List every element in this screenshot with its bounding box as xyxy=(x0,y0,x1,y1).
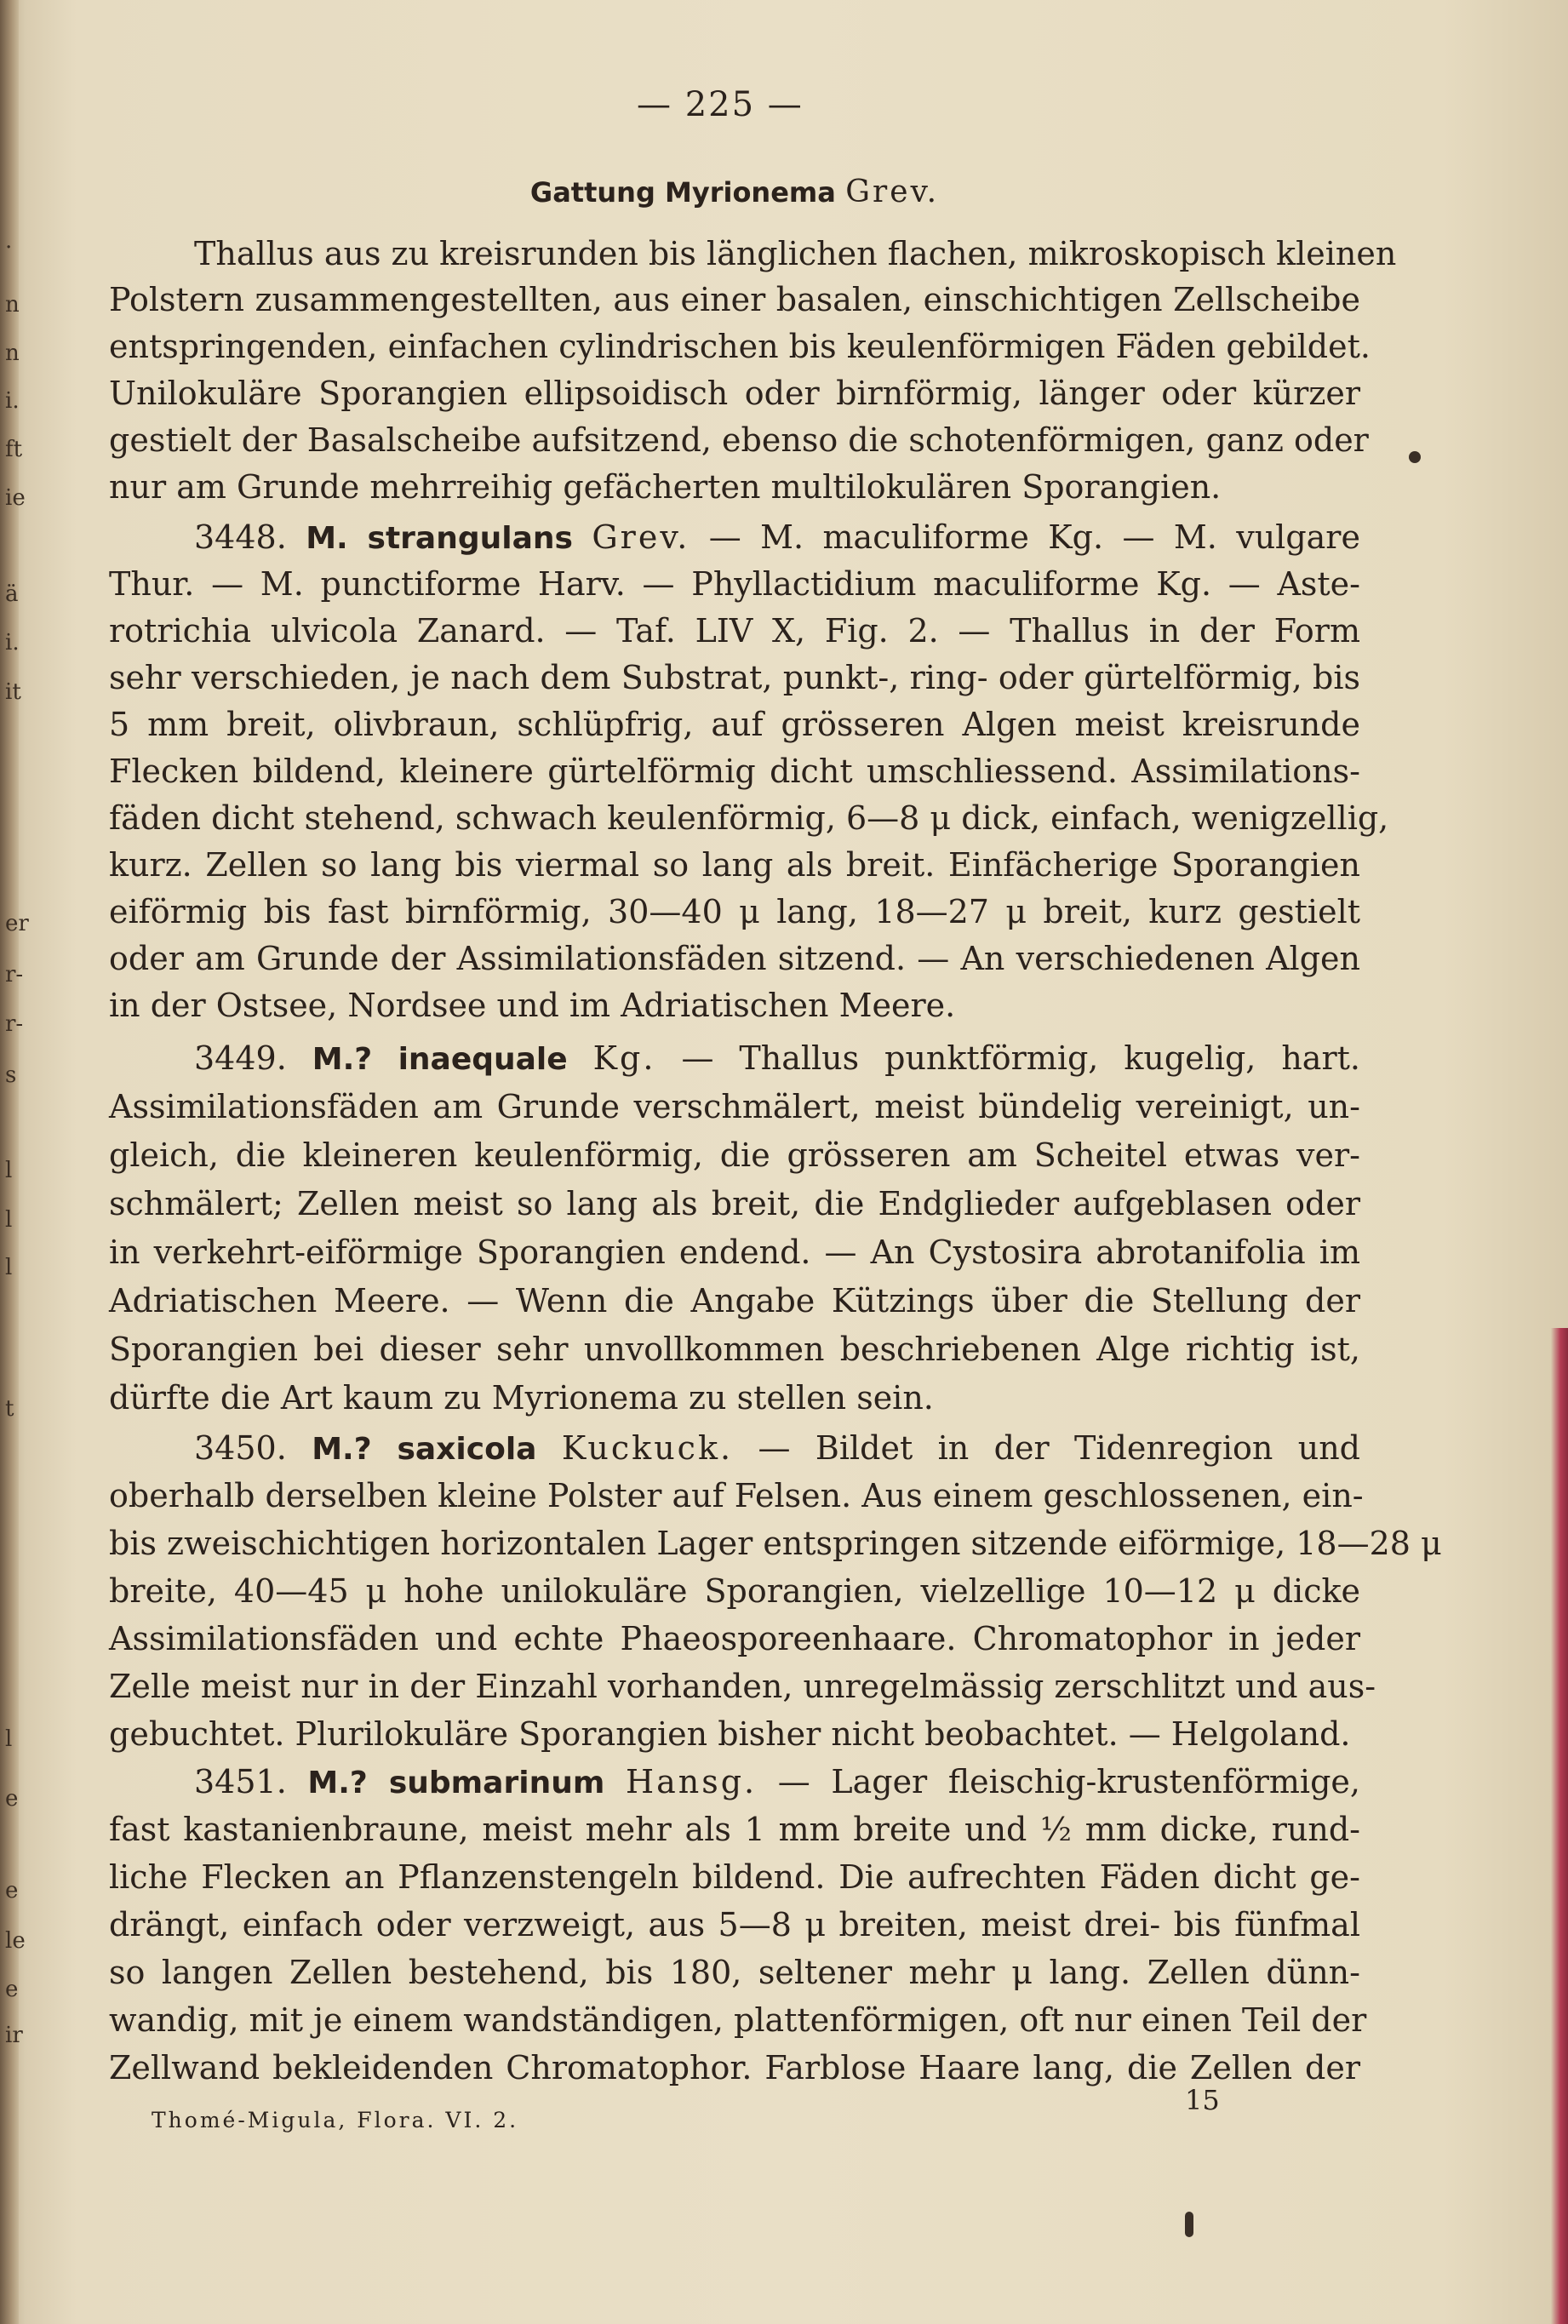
margin-fragment: s xyxy=(5,1062,17,1088)
margin-fragment: i. xyxy=(5,630,20,655)
margin-fragment: . xyxy=(5,228,13,254)
margin-fragment: l xyxy=(5,1726,13,1752)
margin-fragment: le xyxy=(5,1928,26,1954)
species-entry-3449 xyxy=(109,1040,1360,1078)
text-line: wandig, mit je einem wandständigen, plattenförmigen, oft nur einen Teil der xyxy=(109,2001,1367,2039)
species-entry-3448 xyxy=(109,519,1360,557)
text-line: dürfte die Art kaum zu Myrionema zu stellen sein. xyxy=(109,1379,934,1417)
text-line: gestielt der Basalscheibe aufsitzend, ebenso die schotenförmigen, ganz oder xyxy=(109,421,1369,459)
margin-fragment: ä xyxy=(5,581,19,607)
text-line: gebuchtet. Plurilokuläre Sporangien bisher nicht beobachtet. — Helgoland. xyxy=(109,1715,1351,1753)
text-line: eiförmig bis fast birnförmig, 30—40 μ lang, 18—27 μ breit, kurz gestielt xyxy=(109,893,1360,930)
text-line: — M. maculiforme Kg. — M. vulgare xyxy=(708,518,1360,556)
text-line: Assimilationsfäden am Grunde verschmälert, meist bündelig vereinigt, un- xyxy=(109,1088,1360,1125)
margin-fragment: it xyxy=(5,679,21,705)
text-line: nur am Grunde mehrreihig gefächerten multilokulären Sporangien. xyxy=(109,468,1222,506)
text-line: fast kastanienbraune, meist mehr als 1 mm breite und ½ mm dicke, rund- xyxy=(109,1811,1360,1848)
text-line: fäden dicht stehend, schwach keulenförmig, 6—8 μ dick, einfach, wenigzellig, xyxy=(109,799,1389,837)
margin-fragment: r- xyxy=(5,962,24,987)
species-entry-3451 xyxy=(109,1764,1360,1801)
text-line: Flecken bildend, kleinere gürtelförmig dicht umschliessend. Assimilations- xyxy=(109,753,1360,790)
text-line: sehr verschieden, je nach dem Substrat, punkt-, ring- oder gürtelförmig, bis xyxy=(109,659,1360,696)
text-line: in verkehrt-eiförmige Sporangien endend. — An Cystosira abrotanifolia im xyxy=(109,1234,1360,1271)
red-page-edge xyxy=(1551,1328,1568,2324)
binding-gutter xyxy=(0,0,29,2324)
text-line: oberhalb derselben kleine Polster auf Felsen. Aus einem geschlossenen, ein- xyxy=(109,1477,1364,1514)
text-line: Zelle meist nur in der Einzahl vorhanden, unregelmässig zerschlitzt und aus- xyxy=(109,1668,1376,1705)
margin-fragment: n xyxy=(5,292,20,318)
text-line: 5 mm breit, olivbraun, schlüpfrig, auf grösseren Algen meist kreisrunde xyxy=(109,706,1360,743)
text-line: so langen Zellen bestehend, bis 180, seltener mehr μ lang. Zellen dünn- xyxy=(109,1954,1360,1991)
text-line: entspringenden, einfachen cylindrischen bis keulenförmigen Fäden gebildet. xyxy=(109,328,1371,365)
species-entry-3450 xyxy=(109,1430,1360,1468)
text-line: Polstern zusammengestellten, aus einer basalen, einschichtigen Zellscheibe xyxy=(109,281,1360,318)
species-author: Grev. xyxy=(592,518,690,556)
genus-name: Gattung Myrionema xyxy=(529,176,836,209)
text-line: Thallus aus zu kreisrunden bis länglichen flachen, mikroskopisch kleinen xyxy=(194,235,1397,272)
text-line: rotrichia ulvicola Zanard. — Taf. LIV X, Fig. 2. — Thallus in der Form xyxy=(109,612,1360,650)
text-line: in der Ostsee, Nordsee und im Adriatischen Meere. xyxy=(109,987,956,1024)
species-number: 3449. xyxy=(194,1039,287,1077)
signature-footer: Thomé-Migula, Flora. VI. 2. xyxy=(152,2108,519,2132)
text-line: kurz. Zellen so lang bis viermal so lang als breit. Einfächerige Sporangien xyxy=(109,846,1360,884)
text-line: breite, 40—45 μ hohe unilokuläre Sporangien, vielzellige 10—12 μ dicke xyxy=(109,1572,1360,1610)
species-name: M.? inaequale xyxy=(312,1042,568,1077)
text-line: oder am Grunde der Assimilationsfäden sitzend. — An verschiedenen Algen xyxy=(109,940,1360,977)
paper-speck xyxy=(1409,451,1421,463)
species-name: M.? saxicola xyxy=(312,1432,537,1467)
text-line: bis zweischichtigen horizontalen Lager entspringen sitzende eiförmige, 18—28 μ xyxy=(109,1525,1442,1562)
species-name: M. strangulans xyxy=(306,521,573,556)
genus-heading xyxy=(109,175,1360,209)
genus-author: Grev. xyxy=(845,175,940,209)
text-line: schmälert; Zellen meist so lang als breit, die Endglieder aufgeblasen oder xyxy=(109,1185,1360,1222)
paper-speck xyxy=(1185,2212,1193,2237)
species-number: 3448. xyxy=(194,518,287,556)
margin-fragment: e xyxy=(5,1786,19,1812)
margin-fragment: ft xyxy=(5,437,23,462)
margin-fragment: l xyxy=(5,1207,13,1233)
margin-fragment: er xyxy=(5,911,29,936)
margin-fragment: i. xyxy=(5,388,20,414)
text-line: gleich, die kleineren keulenförmig, die grösseren am Scheitel etwas ver- xyxy=(109,1136,1360,1174)
page-number: — 225 — xyxy=(637,85,804,124)
margin-fragment: n xyxy=(5,341,20,366)
species-number: 3450. xyxy=(194,1429,287,1467)
margin-fragment: ie xyxy=(5,485,26,511)
text-line: Thur. — M. punctiforme Harv. — Phyllactidium maculiforme Kg. — Aste- xyxy=(109,565,1360,603)
margin-fragment: t xyxy=(5,1396,14,1422)
text-line: drängt, einfach oder verzweigt, aus 5—8 μ breiten, meist drei- bis fünfmal xyxy=(109,1906,1360,1943)
margin-fragment: e xyxy=(5,1878,19,1903)
text-line: — Thallus punktförmig, kugelig, hart. xyxy=(681,1039,1360,1077)
margin-fragment: e xyxy=(5,1977,19,2002)
text-line: liche Flecken an Pflanzenstengeln bildend. Die aufrechten Fäden dicht ge- xyxy=(109,1858,1360,1896)
species-author: Kuckuck. xyxy=(561,1429,734,1467)
text-line: Zellwand bekleidenden Chromatophor. Farblose Haare lang, die Zellen der xyxy=(109,2049,1360,2086)
margin-fragment: l xyxy=(5,1158,13,1183)
text-line: — Bildet in der Tidenregion und xyxy=(758,1429,1360,1467)
text-line: Assimilationsfäden und echte Phaeosporeenhaare. Chromatophor in jeder xyxy=(109,1620,1360,1657)
text-line: Sporangien bei dieser sehr unvollkommen beschriebenen Alge richtig ist, xyxy=(109,1331,1360,1368)
margin-fragment: ir xyxy=(5,2023,23,2048)
text-line: Unilokuläre Sporangien ellipsoidisch oder birnförmig, länger oder kürzer xyxy=(109,375,1360,412)
signature-number: 15 xyxy=(1185,2084,1220,2116)
species-name: M.? submarinum xyxy=(307,1766,605,1800)
species-number: 3451. xyxy=(194,1763,287,1800)
margin-fragment: l xyxy=(5,1255,13,1280)
margin-fragment: r- xyxy=(5,1011,24,1037)
species-author: Hansg. xyxy=(625,1763,758,1800)
species-author: Kg. xyxy=(592,1039,656,1077)
text-line: Adriatischen Meere. — Wenn die Angabe Kützings über die Stellung der xyxy=(109,1282,1360,1319)
text-line: — Lager fleischig-krustenförmige, xyxy=(777,1763,1360,1800)
